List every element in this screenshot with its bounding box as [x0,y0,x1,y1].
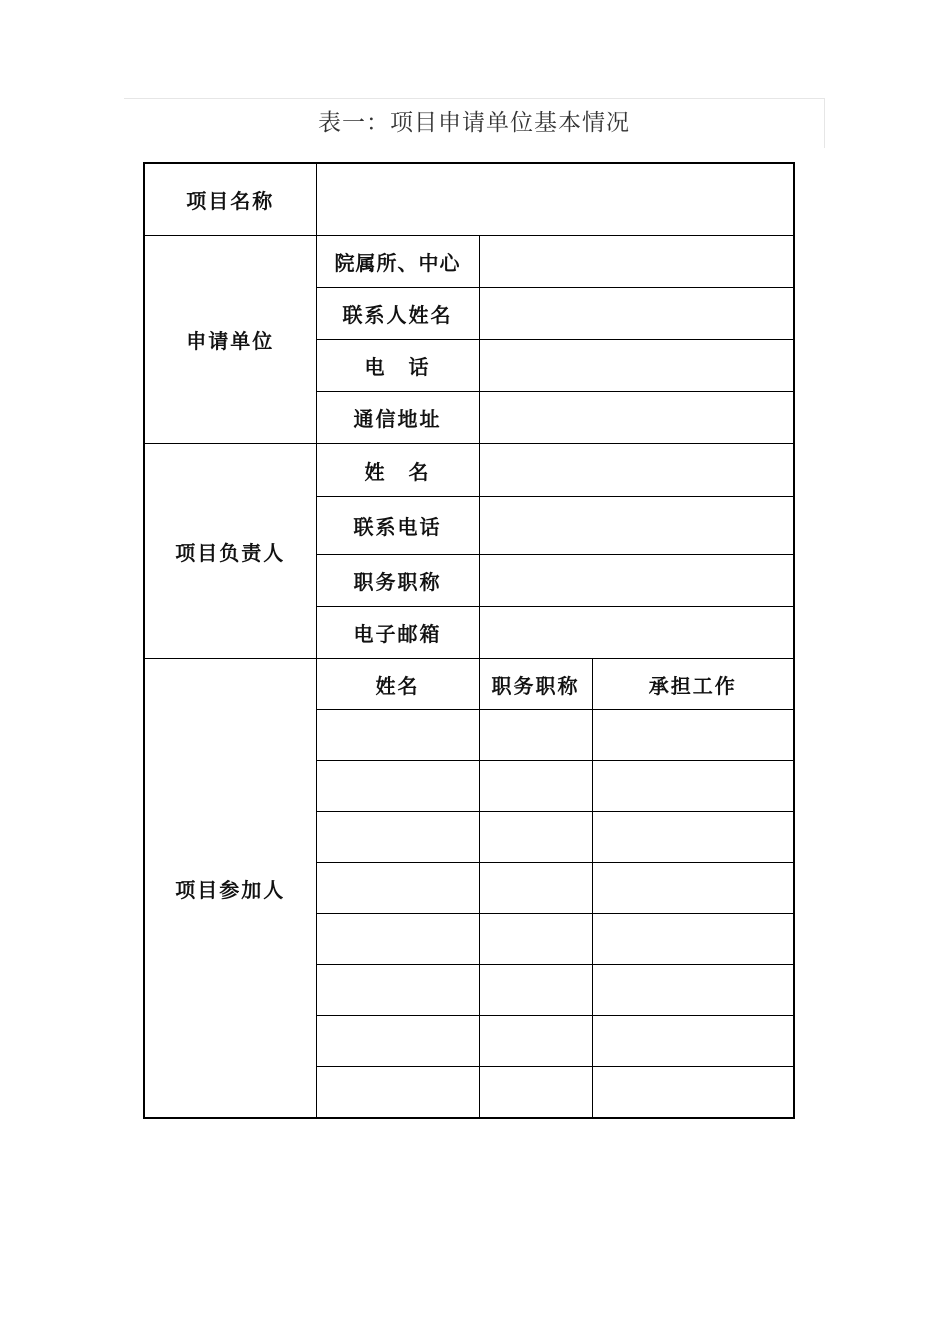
participant-work-cell[interactable] [592,1067,794,1119]
participant-work-cell[interactable] [592,914,794,965]
participant-title-cell[interactable] [479,1016,592,1067]
project-name-label: 项目名称 [144,163,316,236]
participant-title-cell[interactable] [479,710,592,761]
participant-work-cell[interactable] [592,710,794,761]
participants-header-title: 职务职称 [479,659,592,710]
leader-field-label: 联系电话 [316,497,479,555]
table-row [144,163,794,236]
participants-header-name: 姓名 [316,659,479,710]
project-name-value[interactable] [316,163,794,236]
applicant-field-label: 联系人姓名 [316,288,479,340]
participant-name-cell[interactable] [316,812,479,863]
participant-name-cell[interactable] [316,761,479,812]
participant-title-cell[interactable] [479,812,592,863]
participant-name-cell[interactable] [316,1016,479,1067]
participants-label: 项目参加人 [144,659,316,1119]
table-row [144,236,794,288]
applicant-field-value[interactable] [479,392,794,444]
applicant-label: 申请单位 [144,236,316,444]
table-row [144,444,794,497]
participant-work-cell[interactable] [592,863,794,914]
participant-work-cell[interactable] [592,761,794,812]
project-info-table [143,162,795,1119]
participant-title-cell[interactable] [479,1067,592,1119]
leader-field-label: 职务职称 [316,555,479,607]
participant-title-cell[interactable] [479,914,592,965]
page-title: 表一：项目申请单位基本情况 [318,110,630,136]
title-top-rule [124,98,824,99]
participant-name-cell[interactable] [316,1067,479,1119]
leader-field-value[interactable] [479,555,794,607]
participant-name-cell[interactable] [316,914,479,965]
participants-header-work: 承担工作 [592,659,794,710]
table-row [144,659,794,710]
leader-field-label: 电子邮箱 [316,607,479,659]
participant-name-cell[interactable] [316,965,479,1016]
participant-title-cell[interactable] [479,761,592,812]
leader-field-value[interactable] [479,444,794,497]
participant-name-cell[interactable] [316,863,479,914]
participant-work-cell[interactable] [592,812,794,863]
applicant-field-label: 电 话 [316,340,479,392]
applicant-field-value[interactable] [479,236,794,288]
participant-name-cell[interactable] [316,710,479,761]
participant-work-cell[interactable] [592,1016,794,1067]
applicant-field-label: 通信地址 [316,392,479,444]
participant-title-cell[interactable] [479,965,592,1016]
title-side-rule [824,98,825,148]
participant-work-cell[interactable] [592,965,794,1016]
leader-label: 项目负责人 [144,444,316,659]
applicant-field-label: 院属所、中心 [316,236,479,288]
leader-field-value[interactable] [479,607,794,659]
applicant-field-value[interactable] [479,340,794,392]
participant-title-cell[interactable] [479,863,592,914]
leader-field-label: 姓 名 [316,444,479,497]
applicant-field-value[interactable] [479,288,794,340]
leader-field-value[interactable] [479,497,794,555]
